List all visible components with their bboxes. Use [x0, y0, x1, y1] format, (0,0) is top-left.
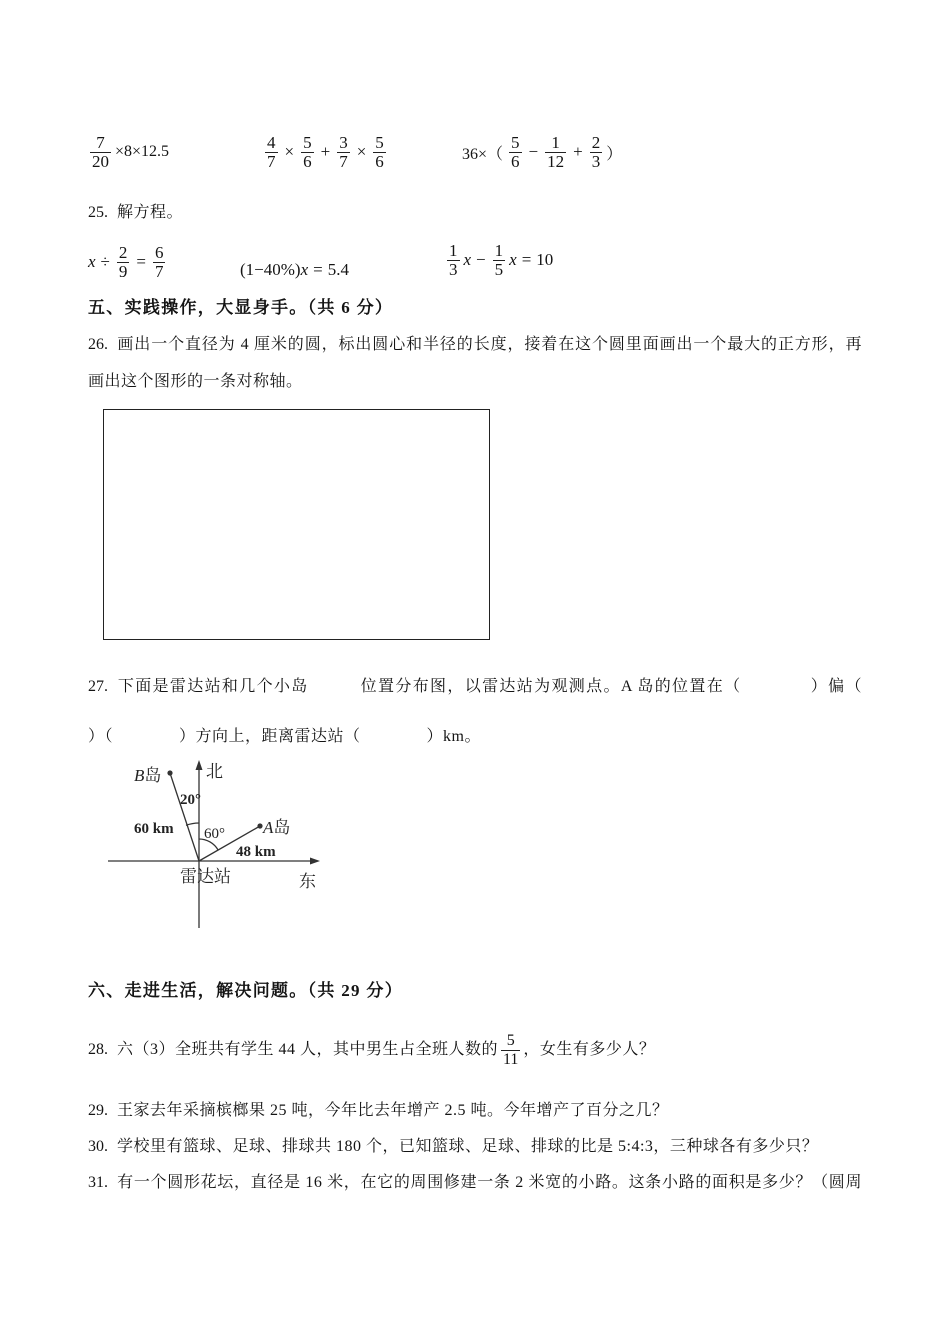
equation-rhs: 10: [536, 250, 554, 269]
equation-3: [445, 238, 553, 282]
island-b-distance-label: 60 km: [134, 821, 174, 837]
operator: +: [320, 142, 331, 161]
denominator: 6: [511, 151, 520, 171]
equation-1: [88, 240, 167, 284]
question-number: 25.: [88, 204, 108, 221]
question-31-line-1: [88, 1173, 862, 1193]
island-a-point: [257, 823, 262, 828]
island-b-angle-label: 20°: [180, 792, 201, 808]
question-text: ，女生有多少人？: [523, 1041, 656, 1058]
operator: ×: [284, 142, 295, 161]
equation-parenthesis: (1−40%): [240, 260, 301, 279]
question-text: 解方程。: [117, 204, 184, 221]
numerator: 7: [90, 134, 111, 153]
island-b-point: [167, 770, 172, 775]
operator: =: [521, 250, 532, 269]
denominator: 9: [118, 261, 128, 281]
numerator: 5: [375, 132, 384, 152]
fraction: [447, 242, 460, 279]
numerator: 5: [511, 132, 520, 152]
numerator: 1: [449, 240, 458, 260]
denominator: 6: [303, 151, 312, 171]
east-arrowhead: [310, 858, 320, 865]
question-29: [88, 1101, 669, 1121]
denominator: 7: [154, 261, 164, 281]
fraction: [301, 134, 314, 171]
numerator: 1: [494, 240, 504, 260]
operator: ×: [356, 142, 367, 161]
variable: x: [300, 260, 309, 279]
island-a-letter: A: [263, 818, 274, 837]
variable: x: [509, 250, 517, 269]
question-text: 画出一个直径为 4 厘米的圆，标出圆心和半径的长度，接着在这个圆里面画出一个最大的正方形，再: [117, 336, 862, 353]
fraction: [117, 244, 130, 281]
question-30: [88, 1137, 818, 1157]
fraction: [509, 134, 522, 171]
expression-tail: ）: [606, 145, 623, 163]
question-number: 26.: [88, 336, 108, 353]
denominator: 7: [267, 151, 276, 171]
question-number: 27.: [88, 678, 108, 695]
operator: +: [573, 142, 583, 161]
operator: =: [313, 260, 323, 279]
fraction: [337, 134, 350, 171]
numerator: 5: [303, 132, 312, 152]
section-5-title: 五、实践操作，大显身手。（共 6 分）: [88, 298, 394, 317]
question-number: 29.: [88, 1102, 108, 1119]
question-number: 28.: [88, 1041, 108, 1058]
question-text: 学校里有篮球、足球、排球共 180 个，已知篮球、足球、排球的比是 5:4:3，三种球各有多少只？: [117, 1138, 819, 1155]
operator: =: [136, 252, 146, 271]
calc-expression-2: [263, 130, 388, 174]
island-a-label: [262, 818, 290, 837]
drawing-answer-box: [103, 409, 490, 640]
question-28: [88, 1028, 655, 1072]
east-label: 东: [299, 872, 316, 891]
numerator: 5: [501, 1032, 520, 1051]
island-a-distance-label: 48 km: [236, 844, 276, 860]
north-label: 北: [206, 762, 223, 781]
denominator: 12: [547, 151, 565, 171]
numerator: 3: [339, 132, 348, 152]
question-text: 下面是雷达站和几个小岛 位置分布图，以雷达站为观测点。A 岛的位置在（ ）偏（: [117, 678, 862, 695]
question-25: [88, 203, 183, 223]
fraction: [153, 244, 166, 281]
numerator: 2: [118, 242, 128, 262]
denominator: 6: [375, 151, 384, 171]
question-text: 王家去年采摘槟榔果 25 吨，今年比去年增产 2.5 吨。今年增产了百分之几？: [117, 1102, 669, 1119]
question-26-line-1: [88, 335, 862, 355]
fraction: [501, 1032, 520, 1069]
numerator: 4: [267, 132, 276, 152]
numerator: 1: [545, 134, 566, 153]
island-a-angle-label: 60°: [204, 826, 225, 842]
question-text: 有一个圆形花坛，直径是 16 米，在它的周围修建一条 2 米宽的小路。这条小路的面积是多少？（圆周: [117, 1174, 862, 1191]
island-b-letter: B: [134, 766, 145, 785]
denominator: 3: [449, 259, 458, 279]
denominator: 7: [339, 151, 348, 171]
calc-expression-3: [462, 130, 622, 174]
denominator: 3: [591, 151, 601, 171]
island-b-suffix: 岛: [144, 766, 162, 785]
north-arrowhead: [196, 760, 203, 770]
numerator: 2: [591, 132, 601, 152]
question-text: 六（3）全班共有学生 44 人，其中男生占全班人数的: [117, 1041, 499, 1058]
calc-expression-1: [88, 130, 169, 174]
equation-2: [240, 260, 349, 280]
island-a-suffix: 岛: [273, 818, 291, 837]
denominator: 11: [503, 1050, 519, 1068]
angle-arc-island-b: [186, 823, 199, 825]
variable: x: [463, 250, 472, 269]
equation-rhs: 5.4: [327, 260, 349, 279]
fraction: [590, 134, 603, 171]
expression-head: 36×（: [462, 145, 504, 163]
question-number: 31.: [88, 1174, 108, 1191]
operator: −: [476, 250, 486, 269]
fraction: [545, 134, 566, 171]
operator: −: [528, 142, 539, 161]
numerator: 6: [154, 242, 164, 262]
variable: x: [88, 252, 96, 271]
island-b-label: [134, 766, 161, 785]
question-number: 30.: [88, 1138, 108, 1155]
operator: ÷: [100, 252, 110, 271]
fraction: [493, 242, 506, 279]
island-b-direction-line: [170, 773, 199, 861]
denominator: 20: [92, 151, 109, 171]
question-26-line-2: 画出这个图形的一条对称轴。: [88, 373, 303, 390]
question-27-line-1: [88, 677, 862, 697]
fraction: [90, 134, 111, 171]
expression-tail: ×8×12.5: [115, 143, 170, 160]
fraction: [373, 134, 386, 171]
fraction: [265, 134, 278, 171]
question-27-line-2: ）（ ）方向上，距离雷达站（ ）km。: [88, 728, 481, 745]
denominator: 5: [494, 259, 504, 279]
radar-station-label: 雷达站: [180, 867, 231, 886]
radar-position-diagram: [100, 750, 330, 935]
section-6-title: 六、走进生活，解决问题。（共 29 分）: [88, 981, 403, 1000]
